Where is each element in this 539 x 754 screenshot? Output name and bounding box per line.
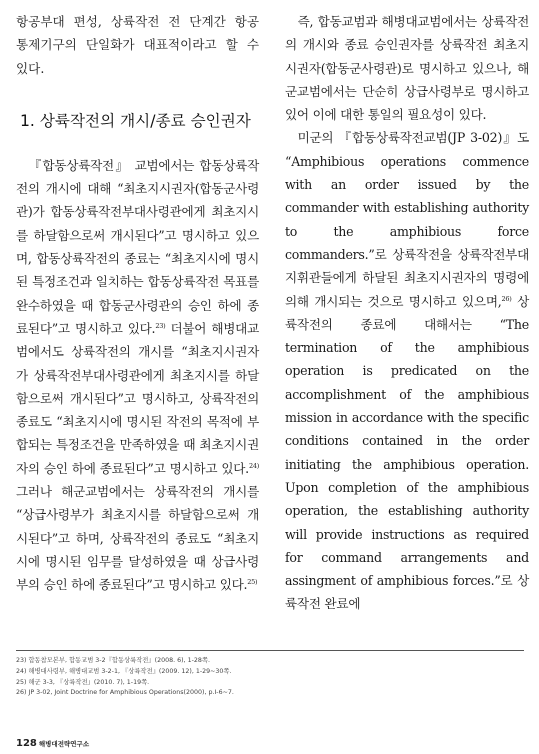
footnotes xyxy=(16,656,524,699)
page-number: 128 xyxy=(16,738,37,749)
footnote-ref: 26) xyxy=(501,294,512,303)
paragraph-us-doctrine xyxy=(285,126,529,615)
intro-line-3: 있다. xyxy=(16,60,45,76)
page-footer xyxy=(16,731,89,750)
footnote-divider xyxy=(16,650,524,651)
footnote-23: 23) 합동참모본부, 합동교범 3-2『합동상륙작전』(2008. 6), 1-28쪽. xyxy=(16,657,211,664)
publisher-name: 해병대전략연구소 xyxy=(38,740,90,748)
footnote-24: 24) 해병대사령부, 해병대교범 3-2-1, 『상륙작전』(2009. 12), 1-29~30쪽. xyxy=(16,667,232,675)
right-column xyxy=(285,10,529,616)
paragraph-approval-authority xyxy=(16,154,259,597)
paragraph-comparison: 즉, 합동교범과 해병대교범에서는 상륙작전의 개시와 종료 승인권자를 상륙작전 최초지시권자(합동군사령관)로 명시하고 있으나, 해군교범에서는 단순히 상급사령부로 명시하고 있어 이에 대한 통일의 필요성이 있다. xyxy=(285,14,529,123)
paragraph-text: 상륙작전의 종료에 대해서는 “The termination of the amphibious operation is predicated on the accomplishment of the amphibious mission in accordance with the specific conditions contained in the order initiating the amphibious operation. Upon completion of the amphibious operation, the establishing authority will provide instructions as required for command arrangements and assingment of amphibious forces.”로 상륙작전 완료에 xyxy=(285,293,530,612)
left-column xyxy=(16,10,259,597)
footnote-ref: 24) xyxy=(248,461,259,470)
paragraph-text: 『합동상륙작전』 교범에서는 합동상륙작전의 개시에 대해 “최초지시권자(합동군사령관)가 합동상륙작전부대사령관에게 최초지시를 하달함으로써 개시된다”고 명시하고 있으며, 합동상륙작전의 종료는 “최초지시에 명시된 특정조건과 일치하는 합동상륙작전 목표를 완수하였을 때 합동군사령관의 승인 하에 종료된다”고 명시하고 있다. xyxy=(16,157,259,336)
section-heading: 1. 상륙작전의 개시/종료 승인권자 xyxy=(20,111,251,130)
paragraph-text: 그러나 해군교범에서는 상륙작전의 개시를 “상급사령부가 최초지시를 하달함으로써 개시된다”고 하며, 상륙작전의 종료도 “최초지시에 명시된 임무를 달성하였을 때 상급사령부의 승인 하에 종료된다”고 명시하고 있다. xyxy=(16,484,259,593)
paragraph-text: 미군의 『합동상륙작전교범(JP 3-02)』도 “Amphibious operations commence with an order issued by the commander with establishing authority to the amphibious force commanders.”로 상륙작전을 상륙작전부대 지휘관들에게 하달된 최초지시권자의 명령에 의해 개시되는 것으로 명시하고 있으며, xyxy=(285,130,529,309)
footnote-ref: 23) xyxy=(155,321,166,330)
paragraph-text: 더불어 해병대교범에서도 상륙작전의 개시를 “최초지시권자가 상륙작전부대사령관에게 최초지시를 하달함으로써 개시된다”고 명시하고, 상륙작전의 종료도 “최초지시에 명시된 작전의 목적에 부합되는 특정조건을 만족하였을 때 최초지시권자의 승인 하에 종료된다”고 명시하고 있다. xyxy=(16,320,259,476)
footnote-25: 25) 해군 3-3, 『상륙작전』(2010. 7), 1-19쪽. xyxy=(16,678,150,686)
intro-line-2: 통제기구의 단일화가 대표적이라고 할 수 xyxy=(16,37,259,53)
footnote-26: 26) JP 3-02, Joint Doctrine for Amphibious Operations(2000), p.I-6~7. xyxy=(16,689,234,697)
intro-line-1: 항공부대 편성, 상륙작전 전 단계간 항공 xyxy=(16,14,259,29)
footnote-ref: 25) xyxy=(247,578,258,587)
